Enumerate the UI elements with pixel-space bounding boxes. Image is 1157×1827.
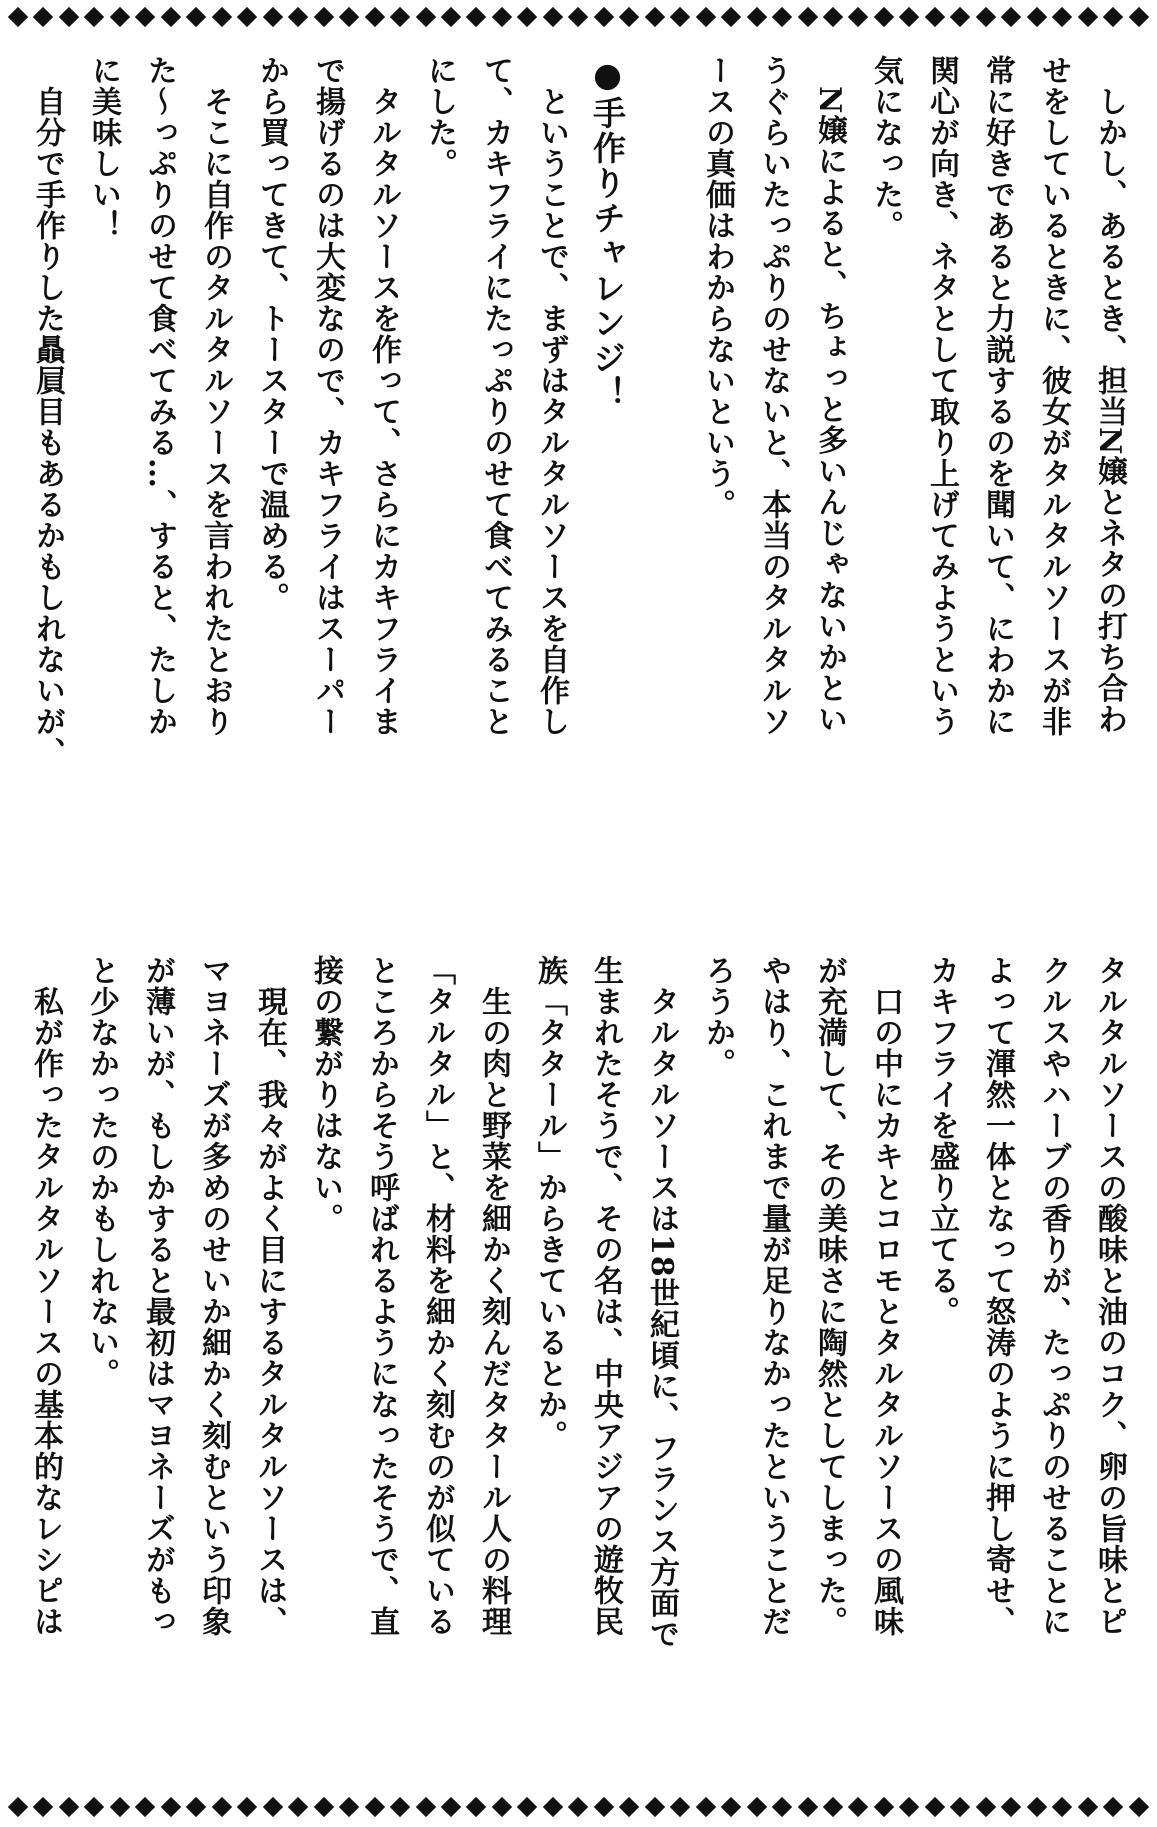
text-column: にした。: [422, 55, 457, 179]
text-column: 生の肉と野菜を細かく刻んだタタール人の料理: [476, 955, 511, 1637]
diamond-ornament-icon: [33, 7, 53, 27]
diamond-ornament-icon: [237, 1797, 257, 1817]
diamond-ornament-icon: [59, 1797, 79, 1817]
diamond-ornament-icon: [772, 1797, 792, 1817]
diamond-ornament-icon: [8, 7, 28, 27]
diamond-ornament-icon: [670, 7, 690, 27]
diamond-ornament-icon: [823, 7, 843, 27]
text-column: ろうか。: [700, 955, 735, 1079]
section-heading: ●手作りチャレンジ！: [588, 55, 627, 411]
diamond-ornament-icon: [263, 7, 283, 27]
diamond-ornament-icon: [874, 7, 894, 27]
diamond-ornament-icon: [695, 7, 715, 27]
diamond-ornament-icon: [492, 1797, 512, 1817]
diamond-ornament-icon: [415, 1797, 435, 1817]
diamond-ornament-icon: [619, 1797, 639, 1817]
diamond-ornament-icon: [1078, 7, 1098, 27]
diamond-ornament-icon: [925, 7, 945, 27]
diamond-ornament-icon: [441, 1797, 461, 1817]
text-column: ということで、まずはタルタルソースを自作し: [534, 55, 569, 737]
column-spacer: [640, 55, 685, 875]
text-column: で揚げるのは大変なので、カキフライはスーパー: [310, 55, 345, 737]
diamond-ornament-icon: [135, 1797, 155, 1817]
text-column: 接の繋がりはない。: [308, 955, 343, 1234]
diamond-ornament-icon: [415, 7, 435, 27]
diamond-ornament-icon: [797, 7, 817, 27]
diamond-ornament-icon: [594, 1797, 614, 1817]
text-column: マヨネーズが多めのせいか細かく刻むという印象: [196, 955, 231, 1637]
text-column: 生まれたそうで、その名は、中央アジアの遊牧民: [588, 955, 623, 1637]
diamond-ornament-icon: [161, 1797, 181, 1817]
diamond-ornament-icon: [364, 7, 384, 27]
diamond-ornament-icon: [135, 7, 155, 27]
diamond-ornament-icon: [695, 1797, 715, 1817]
diamond-ornament-icon: [950, 1797, 970, 1817]
text-column: 自分で手作りした贔屓目もあるかもしれないが、: [30, 55, 65, 768]
diamond-ornament-icon: [1103, 1797, 1123, 1817]
diamond-ornament-icon: [874, 1797, 894, 1817]
text-column: 関心が向き、ネタとして取り上げてみようという: [924, 55, 959, 737]
text-column: タルタルソースの酸味と油のコク、卵の旨味とピ: [1092, 955, 1127, 1637]
diamond-ornament-icon: [1103, 7, 1123, 27]
diamond-ornament-icon: [568, 7, 588, 27]
text-column: クルスやハーブの香りが、たっぷりのせることに: [1036, 955, 1071, 1637]
diamond-ornament-icon: [8, 1797, 28, 1817]
diamond-ornament-icon: [848, 7, 868, 27]
diamond-ornament-icon: [950, 7, 970, 27]
diamond-ornament-icon: [543, 1797, 563, 1817]
text-column: 族「タタール」からきているとか。: [532, 955, 567, 1451]
diamond-ornament-icon: [186, 1797, 206, 1817]
diamond-ornament-icon: [1128, 1797, 1148, 1817]
diamond-ornament-icon: [1052, 1797, 1072, 1817]
text-column: が薄いが、もしかすると最初はマヨネーズがもっ: [140, 955, 175, 1637]
text-column: やはり、これまで量が足りなかったということだ: [756, 955, 791, 1637]
diamond-ornament-icon: [1001, 7, 1021, 27]
diamond-ornament-icon: [1052, 7, 1072, 27]
diamond-ornament-icon: [390, 7, 410, 27]
text-column: 現在、我々がよく目にするタルタルソースは、: [252, 955, 287, 1637]
diamond-ornament-icon: [339, 1797, 359, 1817]
diamond-ornament-icon: [313, 7, 333, 27]
upper-text-block: [24, 55, 1133, 875]
diamond-ornament-icon: [390, 1797, 410, 1817]
text-column: ースの真価はわからないという。: [700, 55, 735, 520]
diamond-ornament-icon: [645, 7, 665, 27]
text-column: に美味しい！: [86, 55, 121, 241]
diamond-ornament-icon: [313, 1797, 333, 1817]
diamond-ornament-icon: [84, 1797, 104, 1817]
diamond-ornament-icon: [976, 7, 996, 27]
diamond-ornament-icon: [186, 7, 206, 27]
text-column: が充満して、その美味さに陶然としてしまった。: [812, 955, 847, 1637]
diamond-ornament-icon: [848, 1797, 868, 1817]
diamond-ornament-icon: [288, 1797, 308, 1817]
diamond-ornament-icon: [797, 1797, 817, 1817]
diamond-ornament-icon: [976, 1797, 996, 1817]
text-column: タルタルソースを作って、さらにカキフライま: [366, 55, 401, 737]
diamond-ornament-icon: [823, 1797, 843, 1817]
diamond-ornament-icon: [110, 1797, 130, 1817]
text-column: 常に好きであると力説するのを聞いて、にわかに: [980, 55, 1015, 737]
diamond-ornament-icon: [466, 7, 486, 27]
diamond-ornament-icon: [237, 7, 257, 27]
diamond-ornament-icon: [594, 7, 614, 27]
diamond-ornament-icon: [772, 7, 792, 27]
text-column: カキフライを盛り立てる。: [924, 955, 959, 1327]
diamond-ornament-icon: [466, 1797, 486, 1817]
diamond-ornament-icon: [670, 1797, 690, 1817]
diamond-ornament-icon: [568, 1797, 588, 1817]
diamond-ornament-icon: [339, 7, 359, 27]
diamond-ornament-icon: [212, 7, 232, 27]
diamond-ornament-icon: [59, 7, 79, 27]
bottom-diamond-border: [0, 1790, 1157, 1824]
diamond-ornament-icon: [1027, 7, 1047, 27]
diamond-ornament-icon: [721, 1797, 741, 1817]
text-column: 気になった。: [868, 55, 903, 241]
diamond-ornament-icon: [492, 7, 512, 27]
diamond-ornament-icon: [1128, 7, 1148, 27]
diamond-ornament-icon: [899, 1797, 919, 1817]
text-column: た～っぷりのせて食べてみる…、すると、たしか: [142, 55, 177, 737]
diamond-ornament-icon: [1001, 1797, 1021, 1817]
diamond-ornament-icon: [746, 1797, 766, 1817]
diamond-ornament-icon: [746, 7, 766, 27]
text-column: 「タルタル」と、材料を細かく刻むのが似ている: [420, 955, 455, 1637]
text-column: ところからそう呼ばれるようになったそうで、直: [364, 955, 399, 1637]
text-column: 私が作ったタルタルソースの基本的なレシピは: [28, 955, 63, 1637]
diamond-ornament-icon: [110, 7, 130, 27]
text-column: から買ってきて、トースターで温める。: [254, 55, 289, 613]
top-diamond-border: [0, 0, 1157, 34]
diamond-ornament-icon: [288, 7, 308, 27]
text-column: うぐらいたっぷりのせないと、本当のタルタルソ: [756, 55, 791, 737]
diamond-ornament-icon: [619, 7, 639, 27]
diamond-ornament-icon: [441, 7, 461, 27]
diamond-ornament-icon: [543, 7, 563, 27]
text-column: そこに自作のタルタルソースを言われたとおり: [198, 55, 233, 737]
text-column: しかし、あるとき、担当N嬢とネタの打ち合わ: [1092, 55, 1127, 735]
text-column: よって渾然一体となって怒涛のように押し寄せ、: [980, 955, 1015, 1637]
diamond-ornament-icon: [161, 7, 181, 27]
diamond-ornament-icon: [899, 7, 919, 27]
diamond-ornament-icon: [517, 7, 537, 27]
text-column: せをしているときに、彼女がタルタルソースが非: [1036, 55, 1071, 737]
diamond-ornament-icon: [1027, 1797, 1047, 1817]
text-column: て、カキフライにたっぷりのせて食べてみること: [478, 55, 513, 737]
diamond-ornament-icon: [84, 7, 104, 27]
diamond-ornament-icon: [721, 7, 741, 27]
lower-text-block: [24, 955, 1133, 1775]
diamond-ornament-icon: [364, 1797, 384, 1817]
text-column: タルタルソースは18世紀頃に、フランス方面で: [644, 955, 679, 1650]
text-column: と少なかったのかもしれない。: [84, 955, 119, 1389]
diamond-ornament-icon: [212, 1797, 232, 1817]
text-column: 口の中にカキとコロモとタルタルソースの風味: [868, 955, 903, 1637]
text-column: N嬢によると、ちょっと多いんじゃないかとい: [812, 55, 847, 735]
diamond-ornament-icon: [263, 1797, 283, 1817]
diamond-ornament-icon: [645, 1797, 665, 1817]
diamond-ornament-icon: [517, 1797, 537, 1817]
diamond-ornament-icon: [33, 1797, 53, 1817]
diamond-ornament-icon: [1078, 1797, 1098, 1817]
diamond-ornament-icon: [925, 1797, 945, 1817]
